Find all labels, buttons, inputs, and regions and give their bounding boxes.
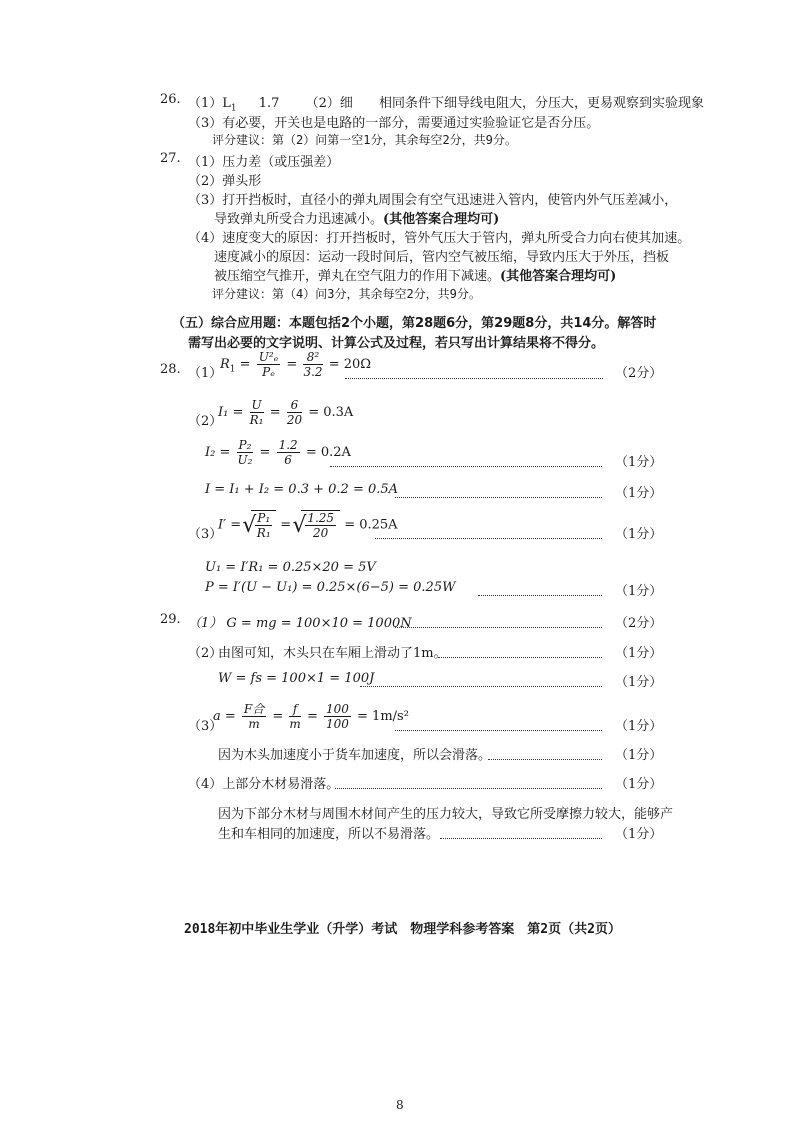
q29-p4a-score: （1分） — [615, 777, 663, 792]
leader-dots — [395, 497, 602, 498]
q29-p3a-formula: a = $\frac{\text{F合}}{m}$ = $\frac{f}{m}$ = $\frac{100}{100}$ = 1m/s² — [213, 702, 409, 731]
q29-p4c-score: （1分） — [615, 827, 663, 842]
q27-part4c: 被压缩空气推开，弹丸在空气阻力的作用下减速。(其他答案合理均可) — [214, 269, 617, 284]
q28-p1-score: （2分） — [615, 366, 663, 381]
q28-p3c-formula: P = I′(U − U₁) = 0.25×(6−5) = 0.25W — [205, 580, 456, 595]
q28-p2c-formula: I = I₁ + I₂ = 0.3 + 0.2 = 0.5A — [205, 482, 399, 497]
q29-p2a-score: （1分） — [615, 646, 663, 661]
q28-p1-formula: $R_1$ = $\frac{\text{U²ₑ}}{\text{Pₑ}}$ = $\frac{\text{8²}}{3.2}$ = 20Ω — [220, 350, 372, 379]
q26-number: 26. — [160, 92, 181, 107]
q29-p1: （1） G = mg = 100×10 = 1000N — [188, 616, 412, 631]
q28-p3b-formula: U₁ = I′R₁ = 0.25×20 = 5V — [205, 560, 376, 575]
leader-dots — [375, 538, 602, 539]
leader-dots — [440, 838, 602, 839]
leader-dots — [488, 759, 602, 760]
q27-rubric: 评分建议：第（4）问3分，其余每空2分，共9分。 — [212, 287, 481, 301]
leader-dots — [360, 686, 602, 687]
q27-part2: （2）弹头形 — [188, 174, 262, 189]
section5-line1: （五）综合应用题：本题包括2个小题，第28题6分，第29题8分，共14分。解答时 — [172, 316, 657, 331]
q27-number: 27. — [160, 151, 181, 166]
leader-dots — [345, 378, 603, 379]
leader-dots — [330, 466, 602, 467]
leader-dots — [438, 657, 602, 658]
q28-p2c-score: （1分） — [615, 486, 663, 501]
q29-p3b-score: （1分） — [615, 748, 663, 763]
q29-p2b: W = fs = 100×1 = 100J — [218, 671, 375, 686]
q26-part1: $(1)L_1$ 1.7 （2）细 相同条件下细导线电阻大，分压大，更易观察到实验现象 — [188, 96, 705, 114]
q28-p2b-formula: I₂ = $\frac{\text{P₂}}{\text{U₂}}$ = $\frac{1.2}{6}$ = 0.2A — [205, 438, 351, 467]
q27-part3b: 导致弹丸所受合力迅速减小。(其他答案合理均可) — [214, 212, 500, 227]
q29-p3b: 因为木头加速度小于货车加速度，所以会滑落。 — [218, 748, 492, 763]
q28-p2b-score: （1分） — [615, 455, 663, 470]
q28-p3-label: （3） — [188, 527, 223, 542]
q29-p3a-score: （1分） — [615, 719, 663, 734]
q28-p3a-score: （1分） — [615, 527, 663, 542]
q29-p4c: 生和车相同的加速度，所以不易滑落。 — [218, 827, 440, 842]
q28-p3a-formula: I′ = √ $\frac{\text{P₁}}{\text{R₁}}$ = √ $\frac{1.25}{20}$ = 0.25A — [218, 510, 398, 540]
leader-dots — [395, 730, 602, 731]
leader-dots — [395, 627, 602, 628]
q29-p2-label: （2） — [188, 646, 223, 661]
q27-part3a: （3）打开挡板时，直径小的弹丸周围会有空气迅速进入管内，使管内外气压差减小， — [188, 193, 678, 208]
q27-part4a: （4）速度变大的原因：打开挡板时，管外气压大于管内，弹丸所受合力向右使其加速。 — [188, 231, 691, 246]
q29-p4a: （4）上部分木材易滑落。 — [188, 777, 340, 792]
q27-part1: （1）压力差（或压强差） — [188, 155, 340, 170]
page-footer: 2018年初中毕业生学业（升学）考试 物理学科参考答案 第2页（共2页） — [184, 922, 621, 937]
q29-p3-label: （3） — [188, 719, 223, 734]
q29-p2a: 由图可知，木头只在车厢上滑动了1m。 — [218, 646, 447, 661]
section5-line2: 需写出必要的文字说明、计算公式及过程，若只写出计算结果将不得分。 — [188, 336, 605, 351]
q28-p2-label: （2） — [188, 414, 223, 429]
q28-p3c-score: （1分） — [615, 584, 663, 599]
q29-p4b: 因为下部分木材与周围木材间产生的压力较大，导致它所受摩擦力较大，能够产 — [218, 807, 674, 822]
q29-p1-score: （2分） — [615, 616, 663, 631]
q28-number: 28. — [160, 362, 181, 377]
q26-part3: （3）有必要，开关也是电路的一部分，需要通过实验验证它是否分压。 — [188, 116, 600, 131]
page-number: 8 — [396, 1098, 404, 1112]
leader-dots — [335, 788, 602, 789]
q28-p1-label: （1） — [188, 366, 223, 381]
q27-part4b: 速度减小的原因：运动一段时间后，管内空气被压缩，导致内压大于外压，挡板 — [214, 250, 670, 265]
q28-p2a-formula: I₁ = $\frac{U}{\text{R₁}}$ = $\frac{6}{20}$ = 0.3A — [218, 398, 354, 427]
q26-rubric: 评分建议：第（2）问第一空1分，其余每空2分，共9分。 — [212, 133, 517, 147]
q29-p2b-score: （1分） — [615, 675, 663, 690]
leader-dots — [478, 595, 602, 596]
q29-number: 29. — [160, 612, 181, 627]
